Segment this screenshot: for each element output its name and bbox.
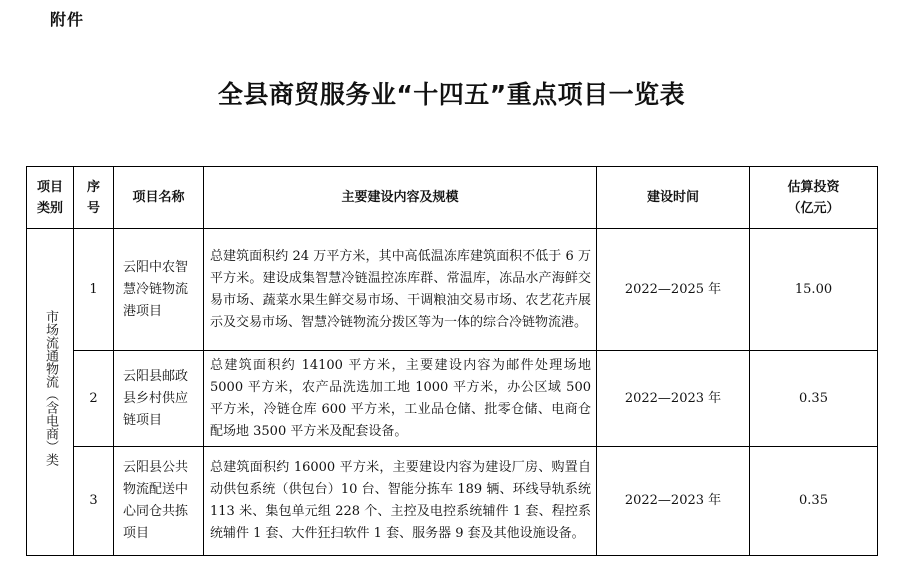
header-investment-line2: （亿元） bbox=[787, 200, 840, 216]
header-content-line1: 主要建设内容及规模 bbox=[341, 190, 459, 205]
header-seq bbox=[74, 167, 114, 229]
table-row bbox=[27, 447, 878, 556]
row-content: 总建筑面积约 16000 平方米，主要建设内容为建设厂房、购置自动供包系统（供包台）10 台、智能分拣车 189 辆、环线导轨系统 113 米、集包单元组 228 个、主控及电控系统辅件 1 套、程控系统辅件 1 套、大件狂扫软件 1 套、服务器 9 套及其他设施设备。 bbox=[204, 447, 597, 556]
table-row bbox=[27, 351, 878, 447]
row-content: 总建筑面积约 24 万平方米，其中高低温冻库建筑面积不低于 6 万平方米。建设成集智慧冷链温控冻库群、常温库，冻品水产海鲜交易市场、蔬菜水果生鲜交易市场、干调粮油交易市场、农艺花卉展示及交易市场、智慧冷链物流分拨区等为一体的综合冷链物流港。 bbox=[204, 229, 597, 351]
header-name bbox=[114, 167, 204, 229]
header-content bbox=[204, 167, 597, 229]
row-period: 2022—2023 年 bbox=[597, 351, 750, 447]
row-project-name: 云阳县邮政县乡村供应链项目 bbox=[114, 351, 204, 447]
row-project-name: 云阳中农智慧冷链物流港项目 bbox=[114, 229, 204, 351]
row-period: 2022—2025 年 bbox=[597, 229, 750, 351]
row-seq: 2 bbox=[74, 351, 114, 447]
attachment-label: 附件 bbox=[50, 10, 85, 29]
document-title: 全县商贸服务业“十四五”重点项目一览表 bbox=[217, 80, 686, 109]
row-investment: 15.00 bbox=[750, 229, 878, 351]
category-cell bbox=[27, 229, 74, 556]
category-label: 市场流通物流（含电商）类 bbox=[43, 310, 58, 466]
row-seq: 3 bbox=[74, 447, 114, 556]
header-investment bbox=[750, 167, 878, 229]
table-row bbox=[27, 229, 878, 351]
header-category-line1: 项目 bbox=[36, 179, 63, 195]
row-investment: 0.35 bbox=[750, 351, 878, 447]
header-investment-line1: 估算投资 bbox=[787, 179, 840, 195]
header-period bbox=[597, 167, 750, 229]
row-investment: 0.35 bbox=[750, 447, 878, 556]
header-seq-line1: 序 bbox=[86, 179, 100, 195]
header-category-line2: 类别 bbox=[36, 200, 63, 216]
header-name-line1: 项目名称 bbox=[132, 190, 185, 205]
header-category bbox=[27, 167, 74, 229]
header-period-line1: 建设时间 bbox=[646, 190, 699, 205]
projects-table bbox=[26, 166, 878, 556]
row-seq: 1 bbox=[74, 229, 114, 351]
row-content: 总建筑面积约 14100 平方米，主要建设内容为邮件处理场地 5000 平方米，农产品洗选加工地 1000 平方米，办公区域 500 平方米，冷链仓库 600 平方米，工业品仓储、批零仓储、电商仓配场地 3500 平方米及配套设备。 bbox=[204, 351, 597, 447]
row-period: 2022—2023 年 bbox=[597, 447, 750, 556]
row-project-name: 云阳县公共物流配送中心同仓共拣项目 bbox=[114, 447, 204, 556]
table-header-row bbox=[27, 167, 878, 229]
header-seq-line2: 号 bbox=[86, 200, 100, 216]
